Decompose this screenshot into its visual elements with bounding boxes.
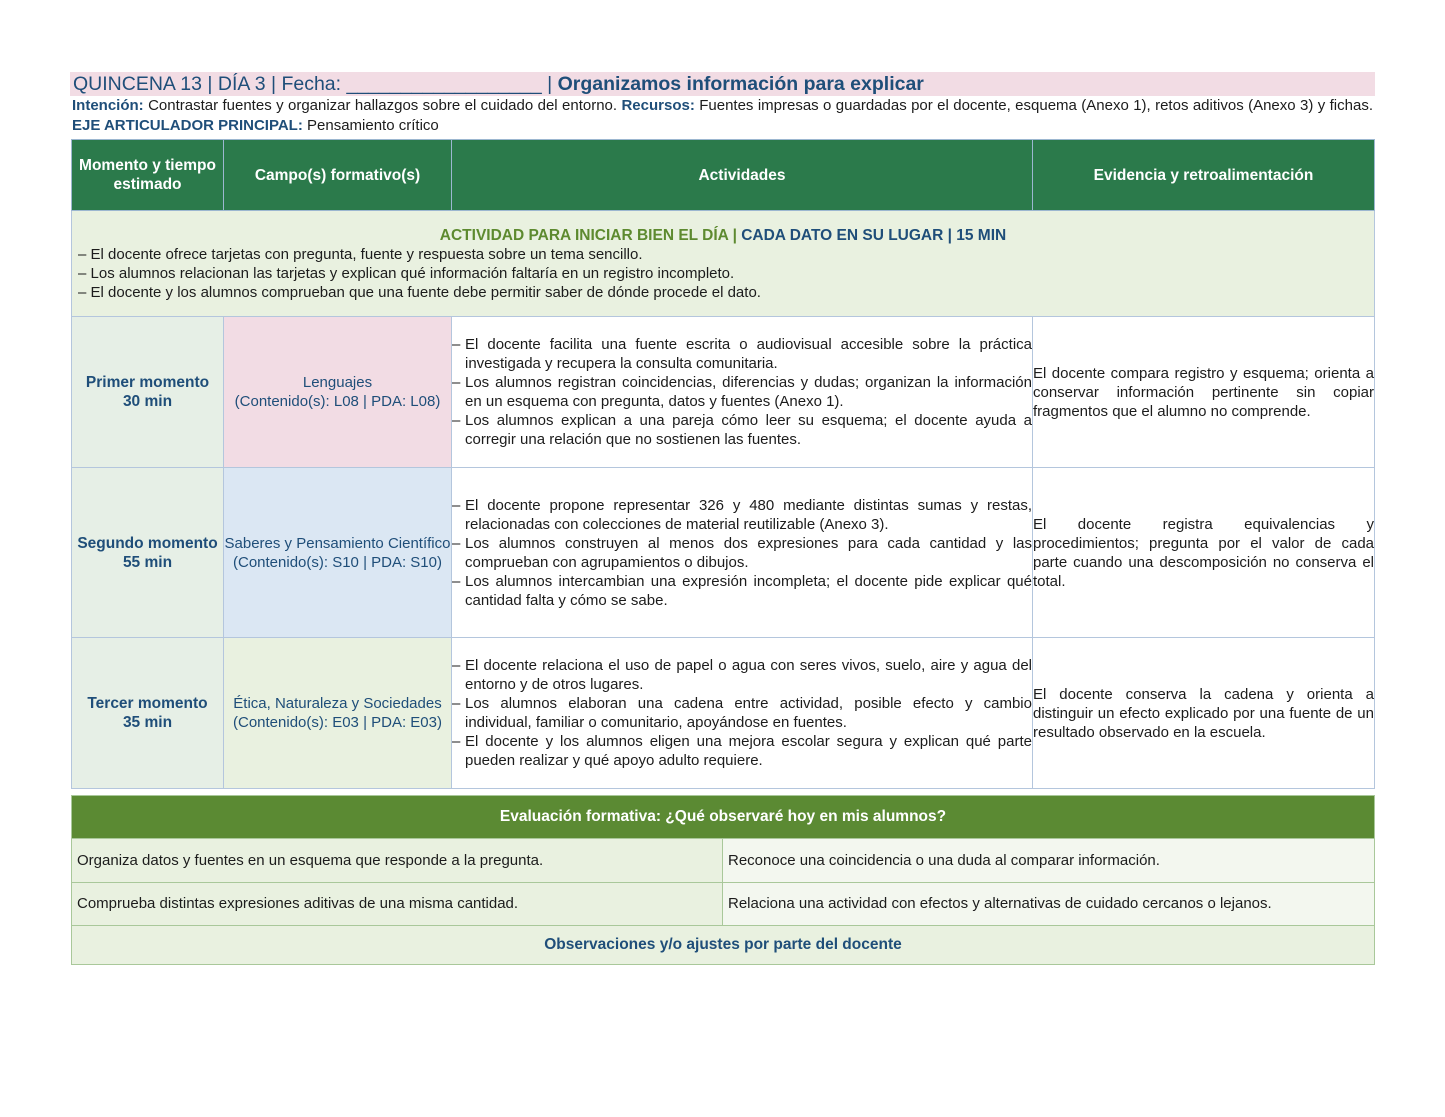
header-campo: Campo(s) formativo(s) — [224, 140, 452, 211]
evaluation-table — [71, 795, 1375, 965]
evaluation-header: Evaluación formativa: ¿Qué observaré hoy en mis alumnos? — [72, 796, 1375, 839]
campo-name: Lenguajes — [302, 374, 373, 391]
evidence-cell: El docente conserva la cadena y orienta a distinguir un efecto explicado por una fuente de un resultado observado en la escuela. — [1033, 638, 1375, 789]
campo-cell — [224, 468, 452, 638]
campo-name: Saberes y Pensamiento Científico — [224, 534, 451, 552]
activity-item: – Los alumnos explican a una pareja cómo leer su esquema; el docente ayuda a corregir una relación que no sostienen las fuentes. — [452, 411, 1032, 449]
campo-contenido: (Contenido(s): E03 | PDA: E03) — [233, 714, 442, 731]
warmup-item: – Los alumnos relacionan las tarjetas y explican qué información faltaría en un registro incompleto. — [78, 264, 735, 282]
recursos-label: Recursos: — [621, 97, 695, 114]
intro-paragraph — [72, 96, 1373, 135]
moment-name: Segundo momento — [77, 534, 218, 552]
activities-cell — [452, 468, 1033, 638]
intencion-label: Intención: — [72, 97, 144, 114]
page-title — [73, 72, 924, 96]
warmup-title-blue: CADA DATO EN SU LUGAR | 15 MIN — [741, 226, 1007, 244]
evaluation-row — [72, 882, 1375, 925]
moment-time: 35 min — [122, 714, 173, 731]
activity-item: – El docente propone representar 326 y 480 mediante distintas sumas y restas, relacionadas con colecciones de material reutilizable (Anexo 3). — [452, 496, 1032, 534]
moment-name: Primer momento — [85, 374, 210, 391]
moment-cell — [72, 468, 224, 638]
observations-row: Observaciones y/o ajustes por parte del docente — [72, 925, 1375, 964]
activity-item: – El docente relaciona el uso de papel o agua con seres vivos, suelo, aire y agua del entorno y de otros lugares. — [452, 656, 1032, 694]
evaluation-item: Comprueba distintas expresiones aditivas de una misma cantidad. — [72, 882, 723, 925]
moment-cell — [72, 317, 224, 468]
activities-list — [452, 496, 1032, 610]
table-row — [72, 468, 1375, 638]
moment-time: 30 min — [122, 393, 173, 410]
warmup-title — [72, 226, 1374, 245]
campo-contenido: (Contenido(s): L08 | PDA: L08) — [234, 393, 441, 410]
activity-item: – El docente y los alumnos eligen una mejora escolar segura y explican qué parte pueden realizar y qué apoyo adulto requiere. — [452, 732, 1032, 770]
evidence-cell: El docente registra equivalencias y procedimientos; pregunta por el valor de cada parte cuando una descomposición no conserva el total. — [1033, 468, 1375, 638]
activity-item: – El docente facilita una fuente escrita o audiovisual accesible sobre la práctica investigada y recupera la consulta comunitaria. — [452, 335, 1032, 373]
table-row — [72, 317, 1375, 468]
eje-label: EJE ARTICULADOR PRINCIPAL: — [72, 116, 303, 134]
evaluation-item: Organiza datos y fuentes en un esquema que responde a la pregunta. — [72, 839, 723, 882]
evaluation-item: Reconoce una coincidencia o una duda al comparar información. — [723, 839, 1375, 882]
moment-name: Tercer momento — [87, 695, 208, 712]
warmup-cell — [72, 211, 1375, 317]
activity-item: – Los alumnos construyen al menos dos expresiones para cada cantidad y las comprueban con agrupamientos o dibujos. — [452, 534, 1032, 572]
table-header-row — [72, 140, 1375, 211]
warmup-row — [72, 211, 1375, 317]
activities-cell — [452, 317, 1033, 468]
evaluation-item: Relaciona una actividad con efectos y alternativas de cuidado cercanos o lejanos. — [723, 882, 1375, 925]
activities-list — [452, 335, 1032, 449]
evidence-cell: El docente compara registro y esquema; orienta a conservar información pertinente sin copiar fragmentos que el alumno no comprende. — [1033, 317, 1375, 468]
warmup-item: – El docente ofrece tarjetas con pregunta, fuente y respuesta sobre un tema sencillo. — [78, 245, 643, 263]
activity-item: – Los alumnos registran coincidencias, diferencias y dudas; organizan la información en un esquema con pregunta, datos y fuentes (Anexo 1). — [452, 373, 1032, 411]
eje-text: Pensamiento crítico — [302, 116, 439, 134]
activity-item: – Los alumnos intercambian una expresión incompleta; el docente pide explicar qué cantidad falta y cómo se sabe. — [452, 572, 1032, 610]
campo-cell — [224, 638, 452, 789]
warmup-list — [72, 245, 1374, 302]
intencion-text: Contrastar fuentes y organizar hallazgos sobre el cuidado del entorno. — [143, 97, 622, 114]
moment-time: 55 min — [122, 553, 173, 571]
recursos-text: Fuentes impresas o guardadas por el docente, esquema (Anexo 1), retos aditivos (Anexo 3) y fichas. — [694, 97, 1373, 114]
campo-contenido: (Contenido(s): S10 | PDA: S10) — [233, 553, 442, 571]
evaluation-row — [72, 839, 1375, 882]
activity-item: – Los alumnos elaboran una cadena entre actividad, posible efecto y cambio individual, familiar o comunitario, apoyándose en fuentes. — [452, 694, 1032, 732]
header-momento: Momento y tiempo estimado — [72, 140, 224, 211]
plan-table — [71, 139, 1375, 789]
table-row — [72, 638, 1375, 789]
warmup-item: – El docente y los alumnos comprueban que una fuente debe permitir saber de dónde procede el dato. — [78, 283, 761, 301]
campo-cell — [224, 317, 452, 468]
header-actividades: Actividades — [452, 140, 1033, 211]
moment-cell — [72, 638, 224, 789]
header-evidencia: Evidencia y retroalimentación — [1033, 140, 1375, 211]
campo-name: Ética, Naturaleza y Sociedades — [233, 695, 442, 712]
warmup-title-green: ACTIVIDAD PARA INICIAR BIEN EL DÍA | — [439, 226, 742, 244]
title-main: Organizamos información para explicar — [557, 73, 924, 95]
activities-cell — [452, 638, 1033, 789]
activities-list — [452, 656, 1032, 770]
title-prefix: QUINCENA 13 | DÍA 3 | Fecha: __________________ | — [73, 73, 558, 95]
